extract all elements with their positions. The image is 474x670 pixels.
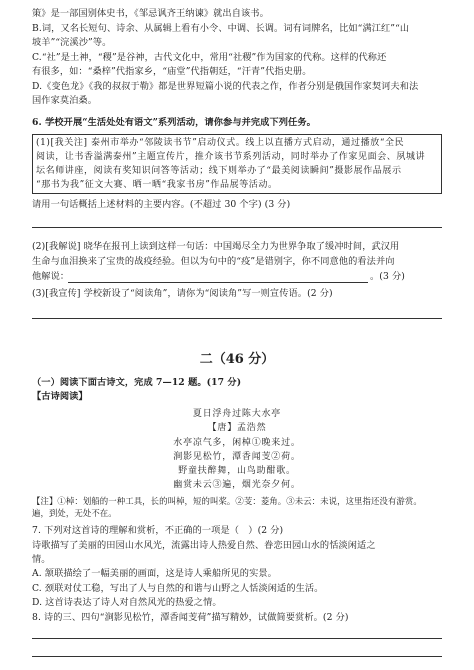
option-a: A. 颔联描绘了一幅美丽的画面，这是诗人乘船所见的实景。 xyxy=(32,568,277,579)
poem-tag: 【古诗阅读】 xyxy=(32,391,88,402)
text-line: 有很多，如：“桑梓”代指家乡，“庙堂”代指朝廷，“汗青”代指史册。 xyxy=(32,66,312,77)
task1-prompt: 请用一句话概括上述材料的主要内容。(不超过 30 个字) (3 分) xyxy=(32,199,291,210)
material-line: “那书为我”征文大赛、晒一晒“我家书房”作品展等活动。 xyxy=(36,180,278,190)
text-line: 国作家莫泊桑。 xyxy=(32,95,98,106)
question-8: 8. 诗的三、四句“涧影见松竹，潭香闻芰荷”描写精妙，试做简要赏析。(2 分) xyxy=(32,612,349,623)
poem-author: 【唐】孟浩然 xyxy=(207,423,267,433)
task2-line: 生命与血泪换来了宝贵的战疫经验。但以为句中的“疫”是错别字，你不同意他的看法并向 xyxy=(32,256,395,267)
poem-line: 野童扶醉舞，山鸟助酣歌。 xyxy=(178,466,296,476)
text-line: C.“社”是土神，“稷”是谷神，古代文化中，常用“社稷”作为国家的代称。这样的代称还 xyxy=(32,52,387,63)
question-7-text: 情。 xyxy=(32,554,51,565)
poem-note: 遍，到处，无处不在。 xyxy=(32,508,117,518)
answer-line[interactable] xyxy=(32,638,442,639)
question-6-heading: 6. 学校开展“生活处处有语文”系列活动，请你参与并完成下列任务。 xyxy=(32,117,316,128)
part-1-heading: （一）阅读下面古诗文，完成 7—12 题。(17 分) xyxy=(32,377,242,388)
option-c: C. 颈联对仗工稳，写出了人与自然的和谐与山野之人恬淡闲适的生活。 xyxy=(32,583,324,594)
task3-prompt: (3)[我宣传] 学校新设了“阅读角”，请你为“阅读角”写一则宣传语。(2 分) xyxy=(32,288,333,299)
text-line: 坡羊”“浣溪沙”等。 xyxy=(32,37,112,48)
poem-title: 夏日浮舟过陈大水亭 xyxy=(192,409,282,419)
material-line: (1)[我关注] 泰州市举办“邻陵读书节”启动仪式。线上以直播方式启动，通过播放“全民 xyxy=(36,138,405,148)
material-line: 坛名师讲座，阅读有奖知识问答等活动；线下则举办了“最美阅读瞬间”摄影展作品展示 xyxy=(36,166,402,176)
task2-score: 。(3 分) xyxy=(370,271,405,282)
poem-line: 幽赏未云③遍，烟光奈夕何。 xyxy=(173,480,301,490)
poem-line: 水亭凉气多，闲棹①晚来过。 xyxy=(173,438,301,448)
poem-line: 涧影见松竹，潭香闻芰②荷。 xyxy=(173,452,301,462)
answer-line[interactable] xyxy=(32,656,442,657)
task2-line: (2)[我解说] 晓华在报刊上读到这样一句话：中国竭尽全力为世界争取了缓冲时间，武汉用 xyxy=(32,241,400,252)
text-line: 策》是一部国别体史书，《邹忌讽齐王纳谏》就出自该书。 xyxy=(32,8,269,19)
poem-note: 【注】①棹：划船的一种工具，长的叫棹，短的叫桨。②芰：菱角。③未云：未说，这里指还没有游赏。 xyxy=(32,496,422,506)
question-7-text: 诗歌描写了美丽的田园山水风光，流露出诗人热爱自然、眷恋田园山水的恬淡闲适之 xyxy=(32,540,376,551)
section-2-title: 二（46 分） xyxy=(199,352,275,367)
answer-line[interactable] xyxy=(32,318,442,319)
option-d: D. 这首诗表达了诗人对自然风光的热爱之情。 xyxy=(32,597,222,608)
text-line: D.《变色龙》《我的叔叔于勒》都是世界短篇小说的代表之作，作者分别是俄国作家契诃夫和法 xyxy=(32,81,419,92)
answer-line[interactable] xyxy=(32,227,442,228)
text-line: B.词，又名长短句、诗余、从属辑上看有小令、中调、长调。词有词牌名，比如“满江红”“山 xyxy=(32,23,410,34)
task2-label: 他解说： xyxy=(32,271,70,282)
material-line: 阅读，让书香溢满泰州”主题宣传片，推介该书节系列活动，同时举办了作家见面会、夙城讲 xyxy=(36,152,426,162)
question-7: 7. 下列对这首诗的理解和赏析，不正确的一项是（ ）(2 分) xyxy=(32,525,284,536)
answer-line[interactable] xyxy=(68,282,368,283)
